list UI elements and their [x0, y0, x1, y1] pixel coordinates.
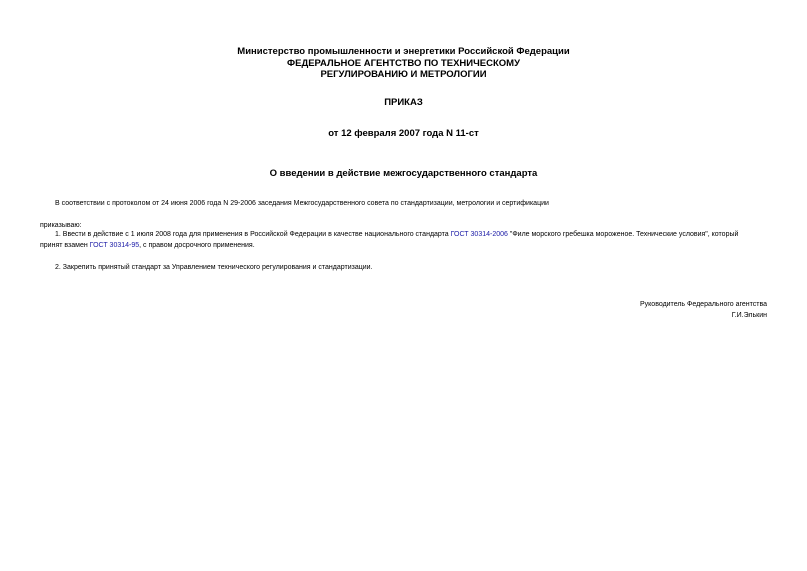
intro-paragraph: В соответствии с протоколом от 24 июня 2006 года N 29-2006 заседания Межгосударственного совета по стандартизации, метрологии и сертификации — [55, 200, 549, 207]
item-1-text-b: "Филе морского гребешка мороженое. Технические условия", который — [507, 231, 739, 238]
signatory-name: Г.И.Элькин — [731, 312, 767, 319]
document-subject: О введении в действие межгосударственного стандарта — [269, 168, 538, 179]
item-2: 2. Закрепить принятый стандарт за Управлением технического регулирования и стандартизации. — [55, 264, 373, 271]
item-1-text-c: принят взамен — [40, 242, 90, 249]
item-1-line1 — [55, 229, 738, 240]
agency-name-line2: РЕГУЛИРОВАНИЮ И МЕТРОЛОГИИ — [320, 69, 487, 80]
item-1-line2 — [40, 240, 255, 251]
document-date: от 12 февраля 2007 года N 11-ст — [328, 128, 479, 139]
document-type: ПРИКАЗ — [384, 97, 423, 108]
signatory-title: Руководитель Федерального агентства — [639, 301, 767, 308]
ministry-name: Министерство промышленности и энергетики Российской Федерации — [237, 46, 570, 57]
order-word: приказываю: — [40, 222, 82, 229]
item-1-text-a: 1. Ввести в действие с 1 июля 2008 года для применения в Российской Федерации в качестве национального стандарта — [55, 231, 451, 238]
agency-name-line1: ФЕДЕРАЛЬНОЕ АГЕНТСТВО ПО ТЕХНИЧЕСКОМУ — [287, 58, 520, 69]
item-1-text-d: , с правом досрочного применения. — [139, 242, 255, 249]
gost-30314-95-link[interactable]: ГОСТ 30314-95 — [89, 242, 140, 249]
gost-30314-2006-link[interactable]: ГОСТ 30314-2006 — [450, 231, 508, 238]
